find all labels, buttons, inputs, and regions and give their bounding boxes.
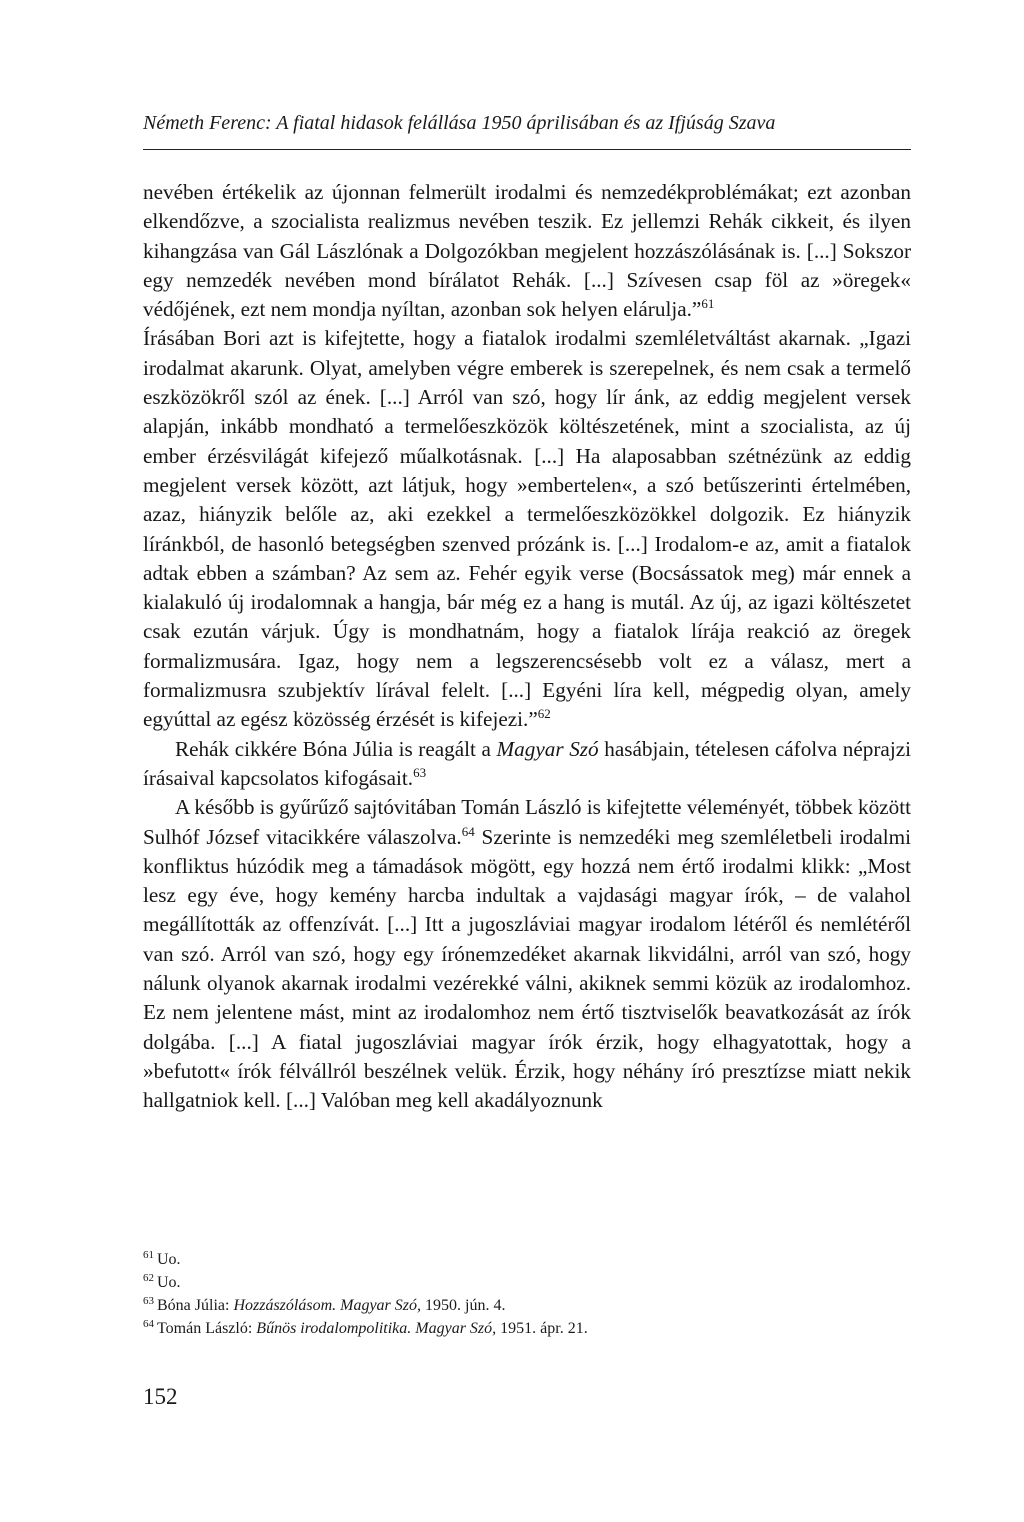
footnote-text: Bóna Júlia:: [157, 1297, 234, 1314]
footnote-63: [143, 1294, 911, 1317]
paragraph-2: [143, 324, 911, 734]
paragraph-3-text-b: hasábjain, tételesen cáfolva néprajzi írásaival kapcsolatos kifogásait.: [143, 736, 911, 790]
footnote-number: 62: [143, 1271, 154, 1284]
footnote-64: [143, 1317, 911, 1340]
footnote-ref-64[interactable]: 64: [461, 823, 475, 839]
paragraph-4-text-b: Szerinte is nemzedéki meg szemléletbeli irodalmi konfliktus húzódik meg a támadások mögött, egy hozzá nem értő irodalmi klikk: „Most lesz egy éve, hogy kemény harcba indultak a vajdasági magyar írók, – de valahol megállították az offenzívát. [...] Itt a jugoszláviai magyar irodalom létéről és nemlétéről van szó. Arról van szó, hogy egy írónemzedéket akarnak likvidálni, arról van szó, hogy nálunk olyanok akarnak irodalmi vezérekké válni, akiknek semmi közük az irodalomhoz. Ez nem jelentene mást, mint az irodalomhoz nem értő tisztviselők beavatkozását az írók dolgába. [...] A fiatal jugoszláviai magyar írók érzik, hogy elhagyatottak, hogy a »befutott« írók félvállról beszélnek velük. Érzik, hogy néhány író presztízse miatt nekik hallgatniok kell. [...] Valóban meg kell akadályoznunk: [143, 824, 911, 1113]
paragraph-1: [143, 178, 911, 324]
paragraph-4-text-a: A később is gyűrűző sajtóvitában Tomán László is kifejtette véleményét, többek között Sulhóf József vitacikkére válaszolva.: [143, 795, 911, 849]
footnote-italic: Hozzászólásom. Magyar Szó,: [233, 1297, 422, 1314]
footnote-number: 63: [143, 1294, 154, 1307]
footnotes: [143, 1248, 911, 1340]
paragraph-4: [143, 793, 911, 1115]
footnote-61: [143, 1248, 911, 1271]
footnote-ref-61[interactable]: 61: [701, 296, 715, 312]
footnote-text: Uo.: [157, 1274, 181, 1291]
footnote-text: Tomán László:: [157, 1320, 257, 1337]
header-divider: [143, 149, 911, 150]
paragraph-3-text-a: Rehák cikkére Bóna Júlia is reagált a: [175, 736, 497, 761]
footnote-ref-63[interactable]: 63: [413, 764, 427, 780]
footnote-number: 64: [143, 1317, 154, 1330]
footnote-rest: 1950. jún. 4.: [421, 1297, 506, 1314]
footnote-62: [143, 1271, 911, 1294]
body-text: [143, 178, 911, 1116]
footnote-ref-62[interactable]: 62: [537, 706, 551, 722]
running-header: Németh Ferenc: A fiatal hidasok felállása 1950 áprilisában és az Ifjúság Szava: [143, 112, 776, 134]
paragraph-3: [143, 735, 911, 794]
page-number: 152: [143, 1384, 178, 1409]
footnote-rest: 1951. ápr. 21.: [496, 1320, 588, 1337]
footnote-italic: Bűnös irodalompolitika. Magyar Szó,: [256, 1320, 497, 1337]
paragraph-2-text: Írásában Bori azt is kifejtette, hogy a fiatalok irodalmi szemléletváltást akarnak. „Igazi irodalmat akarunk. Olyat, amelyben végre emberek is szerepelnek, és nem csak a termelő eszközökről szól az ének. [...] Arról van szó, hogy lír ánk, az eddig megjelent versek alapján, inkább mondható a termelőeszközök költészetének, mint a szocialista, az új ember érzésvilágát kifejező műalkotásnak. [...] Ha alaposabban szétnézünk az eddig megjelent versek között, azt látjuk, hogy »embertelen«, a szó betűszerinti értelmében, azaz, hiányzik belőle az, aki ezekkel a termelőeszközökkel dolgozik. Ez hiányzik líránkból, de hasonló betegségben szenved prózánk is. [...] Irodalom-e az, amit a fiatalok adtak ebben a számban? Az sem az. Fehér egyik verse (Bocsássatok meg) már ennek a kialakuló új irodalomnak a hangja, bár még ez a hang is mutál. Az új, az igazi költészetet csak ezután várjuk. Úgy is mondhatnám, hogy a fiatalok lírája reakció az öregek formalizmusára. Igaz, hogy nem a legszerencsésebb volt ez a válasz, mert a formalizmusra szubjektív lírával felelt. [...] Egyéni líra kell, mégpedig olyan, amely egyúttal az egész közösség érzését is kifejezi.”: [143, 326, 911, 732]
footnote-text: Uo.: [157, 1251, 181, 1268]
footnote-number: 61: [143, 1248, 154, 1261]
paragraph-1-text: nevében értékelik az újonnan felmerült irodalmi és nemzedékproblémákat; ezt azonban elkendőzve, a szocialista realizmus nevében teszik. Ez jellemzi Rehák cikkeit, és ilyen kihangzása van Gál Lászlónak a Dolgozókban megjelent hozzászólásának is. [...] Sokszor egy nemzedék nevében mond bírálatot Rehák. [...] Szívesen csap föl az »öregek« védőjének, ezt nem mondja nyíltan, azonban sok helyen elárulja.”: [143, 180, 911, 322]
paragraph-3-italic: Magyar Szó: [496, 736, 599, 761]
